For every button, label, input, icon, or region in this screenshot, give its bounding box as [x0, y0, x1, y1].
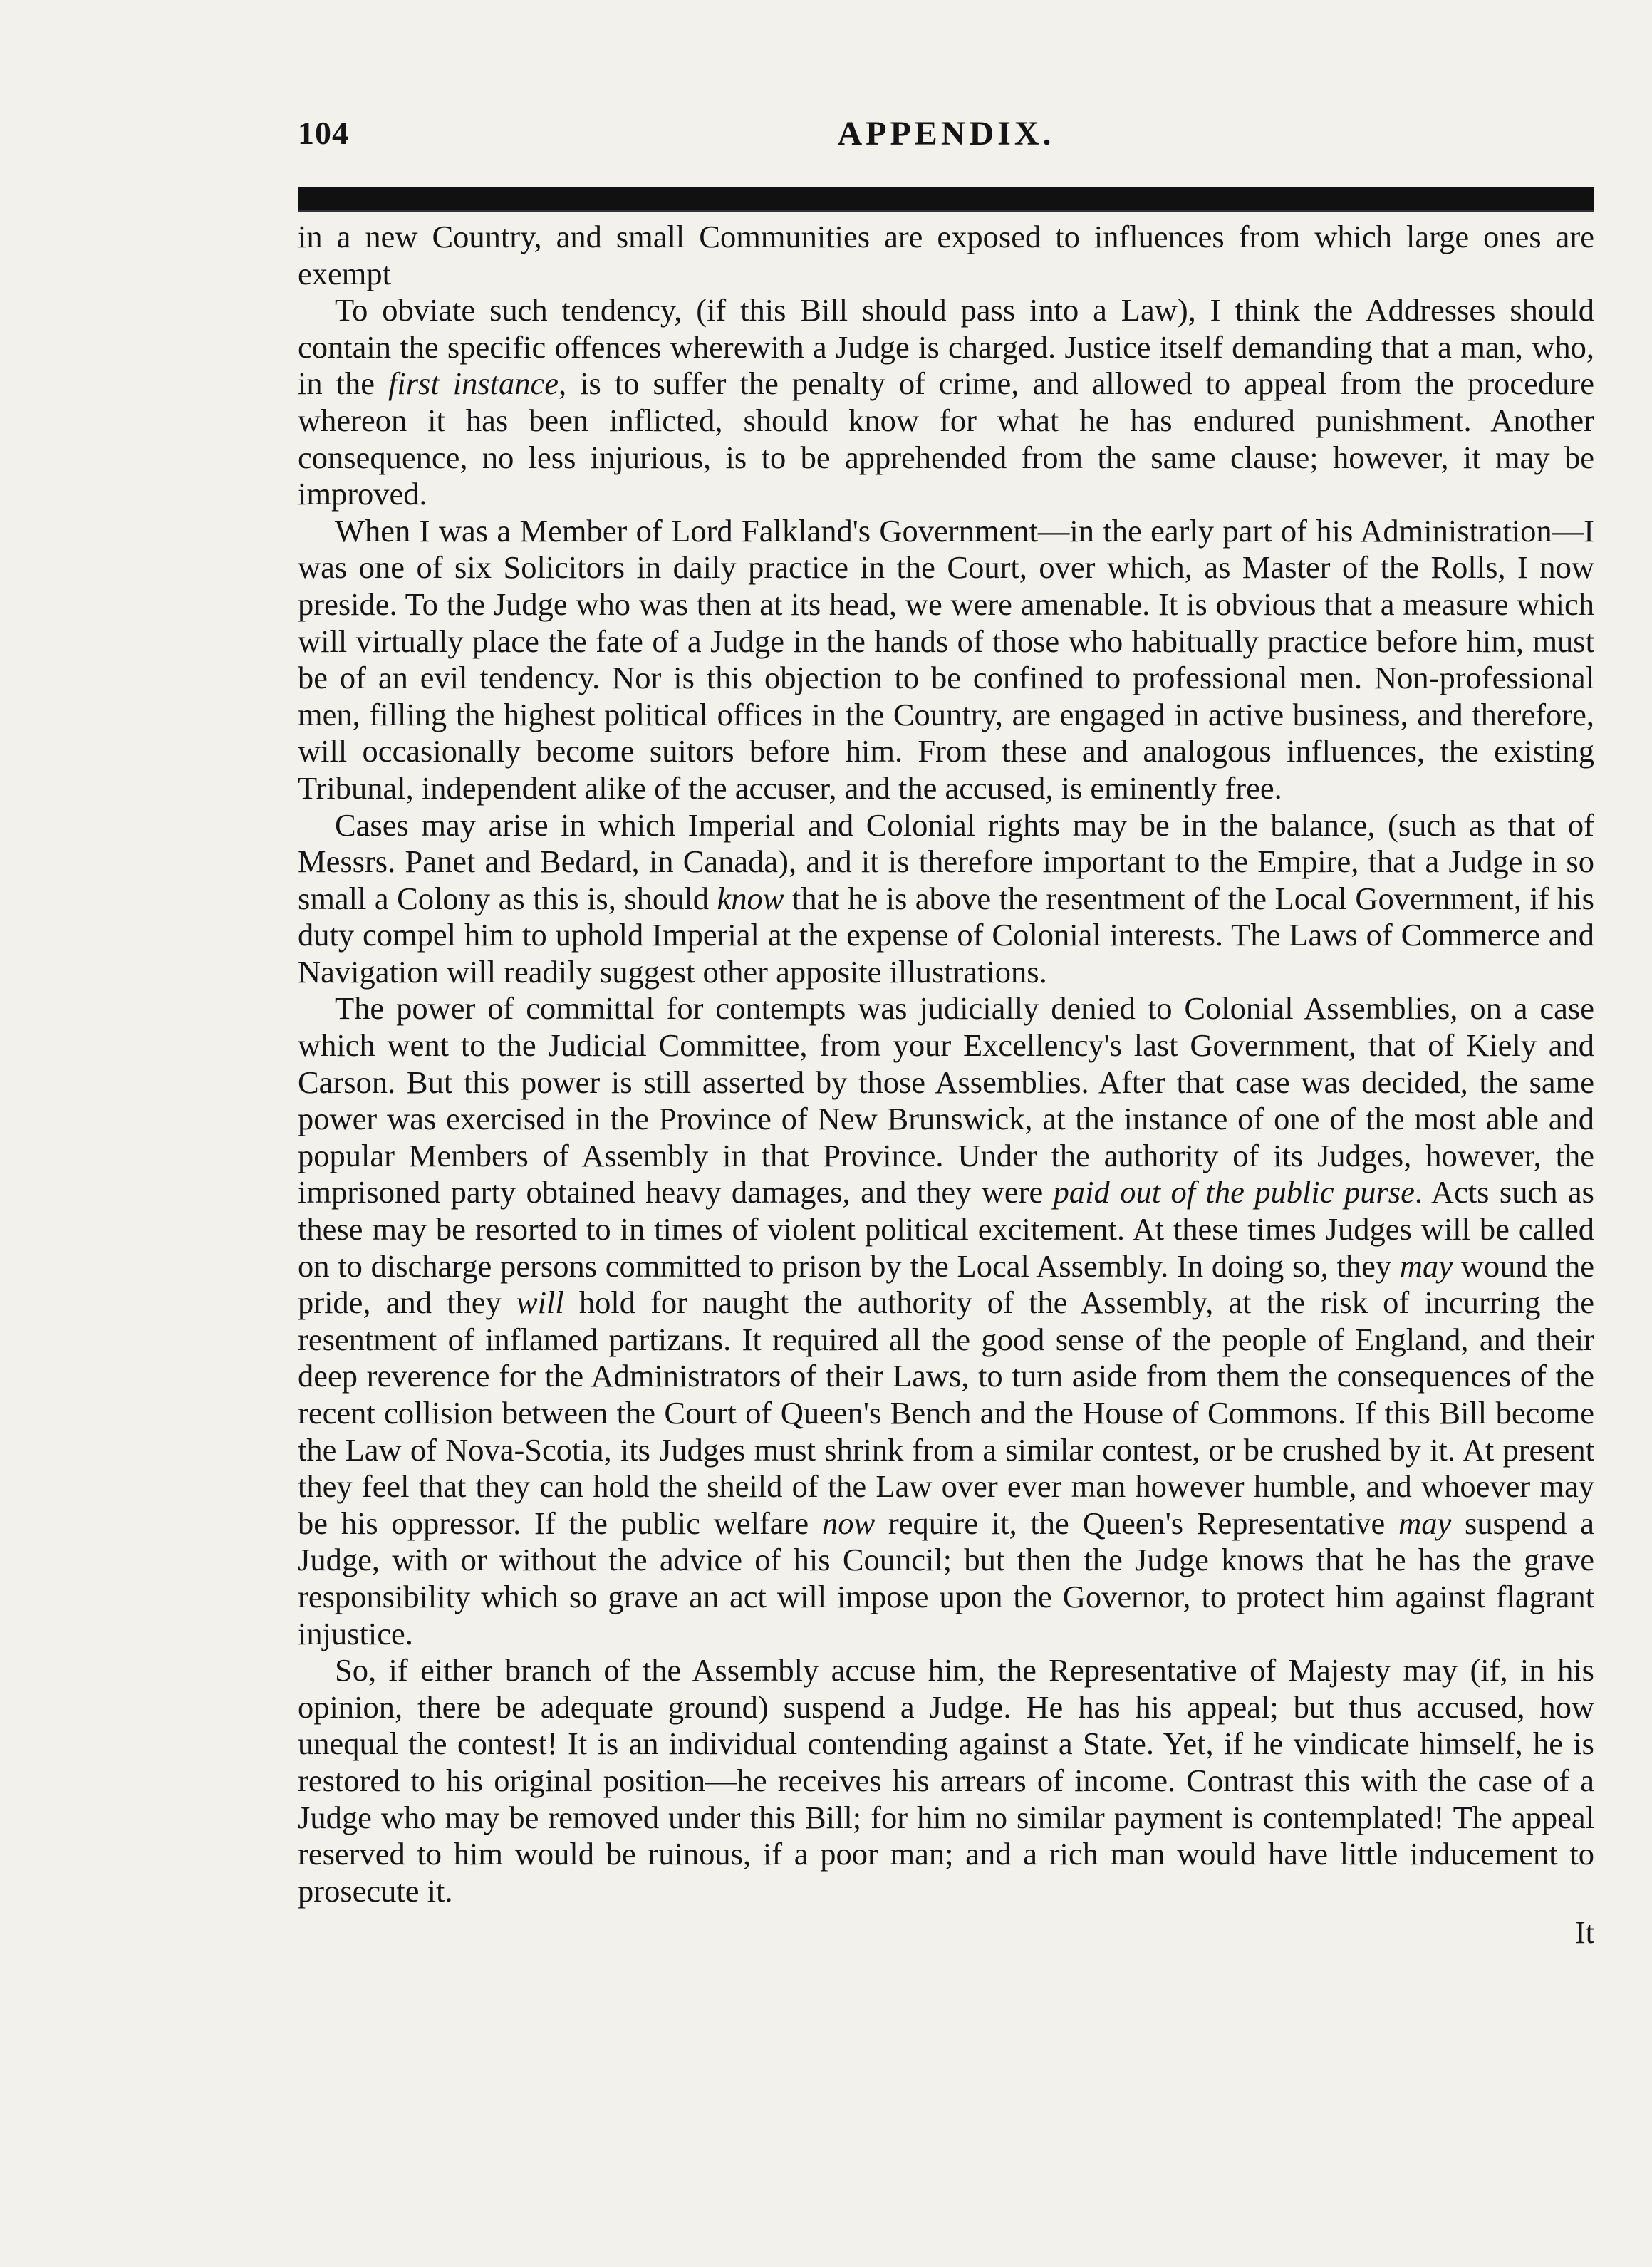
text-run: that he is above the resentment of the Local Government, if his duty compel him to uphold Imperial at the expense of Colonial interests. The Laws of Commerce and Navigation will readily suggest other apposite illustrations.	[298, 880, 1594, 990]
italic-text: know	[717, 880, 784, 916]
text-run: So, if either branch of the Assembly accuse him, the Representative of Majesty may (if, in his opinion, there be adequate ground) suspend a Judge. He has his appeal; but thus accused, how unequal the contest! It is an individual contending against a State. Yet, if he vindicate himself, he is restored to his original position—he receives his arrears of income. Contrast this with the case of a Judge who may be removed under this Bill; for him no similar payment is contemplated! The appeal reserved to him would be ruinous, if a poor man; and a rich man would have little inducement to prosecute it.	[298, 1652, 1594, 1909]
italic-text: may	[1399, 1247, 1453, 1284]
italic-text: paid out of the public purse	[1053, 1174, 1415, 1210]
page	[298, 114, 1595, 1950]
italic-text: may	[1398, 1505, 1452, 1541]
text-run: . Acts such as these may be resorted to in times of violent political excitement. At these times Judges will be called on to discharge persons committed to prison by the Local Assembly. In doing so, they	[298, 1174, 1594, 1284]
text-run: When I was a Member of Lord Falkland's Government—in the early part of his Administration—I was one of six Solicitors in daily practice in the Court, over which, as Master of the Rolls, I now preside. To the Judge who was then at its head, we were amenable. It is obvious that a measure which will virtually place the fate of a Judge in the hands of those who habitually practice before him, must be of an evil tendency. Nor is this objection to be confined to professional men. Non-professional men, filling the highest political offices in the Country, are engaged in active business, and therefore, will occasionally become suitors before him. From these and analogous influences, the existing Tribunal, independent alike of the accuser, and the accused, is eminently free.	[298, 512, 1594, 806]
text-run: require it, the Queen's Representative	[875, 1505, 1399, 1541]
text-run: suspend a Judge, with or without the advice of his Council; but then the Judge knows that he has the grave responsibility which so grave an act will impose upon the Governor, to protect him against flagrant injustice.	[298, 1505, 1595, 1651]
text-run: , is to suffer the penalty of crime, and allowed to appeal from the procedure whereon it has been inflicted, should know for what he has endured punishment. Another consequence, no less injurious, is to be apprehended from the same clause; however, it may be improved.	[298, 365, 1594, 512]
page-header	[298, 114, 1594, 178]
text-run: wound the pride, and they	[298, 1247, 1594, 1321]
text-run: To obviate such tendency, (if this Bill should pass into a Law), I think the Addresses should contain the specific offences wherewith a Judge is charged. Justice itself demanding that a man, who, in the	[298, 292, 1594, 402]
text-run: Cases may arise in which Imperial and Colonial rights may be in the balance, (such as that of Messrs. Panet and Bedard, in Canada), and it is therefore important to the Empire, that a Judge in so small a Colony as this is, should	[298, 806, 1594, 916]
text-run: in a new Country, and small Communities are exposed to influences from which large ones are exempt	[298, 219, 1594, 291]
paragraph	[298, 807, 1594, 991]
paragraph	[298, 513, 1594, 807]
body-text	[298, 219, 1594, 1909]
paragraph	[298, 990, 1594, 1652]
paragraph	[298, 1652, 1594, 1909]
header-rule	[298, 187, 1594, 210]
running-head: APPENDIX.	[837, 115, 1055, 152]
italic-text: now	[821, 1505, 876, 1541]
text-run: hold for naught the authority of the Assembly, at the risk of incurring the resentment of inflamed partizans. It required all the good sense of the people of England, and their deep reverence for the Administrators of their Laws, to turn aside from them the consequences of the recent collision between the Court of Queen's Bench and the House of Commons. If this Bill become the Law of Nova-Scotia, its Judges must shrink from a similar contest, or be crushed by it. At present they feel that they can hold the sheild of the Law over ever man however humble, and whoever may be his oppressor. If the public welfare	[298, 1285, 1594, 1541]
page-number: 104	[298, 115, 349, 151]
text-run: The power of committal for contempts was judicially denied to Colonial Assemblies, on a case which went to the Judicial Committee, from your Excellency's last Government, that of Kiely and Carson. But this power is still asserted by those Assemblies. After that case was decided, the same power was exercised in the Province of New Brunswick, at the instance of one of the most able and popular Members of Assembly in that Province. Under the authority of its Judges, however, the imprisoned party obtained heavy damages, and they were	[298, 990, 1594, 1210]
italic-text: first instance	[388, 365, 559, 402]
italic-text: will	[516, 1285, 564, 1321]
paragraph	[298, 292, 1594, 513]
catchword: It	[1574, 1914, 1594, 1950]
paragraph-continued	[298, 219, 1594, 292]
